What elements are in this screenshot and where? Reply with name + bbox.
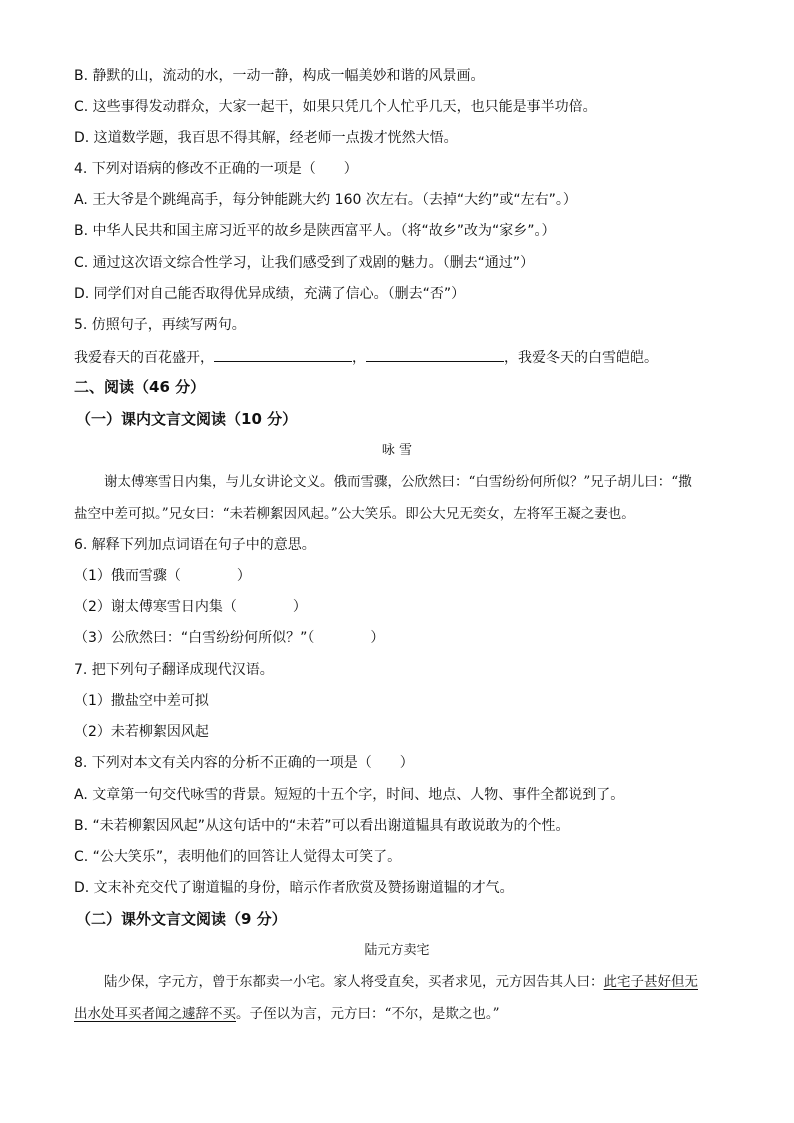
- question-5-prompt: [74, 346, 658, 368]
- option-d-text: D. 这道数学题，我百思不得其解，经老师一点拨才恍然大悟。: [74, 130, 458, 146]
- question-6-item-1: （1）俄而雪骤（ ）: [74, 568, 251, 584]
- question-6-item-2: （2）谢太傅寒雪日内集（ ）: [74, 599, 307, 615]
- passage-2-underlined-sentence-part-2: 出水处耳买者闻之遽辞不买: [74, 1006, 236, 1022]
- question-5-start: 我爱春天的百花盛开，: [74, 350, 214, 366]
- section-heading-reading: 二、阅读（46 分）: [74, 378, 206, 396]
- answer-blank-2[interactable]: [366, 346, 504, 362]
- passage-2-line-1-text: 陆少保，字元方，曾于东都卖一小宅。家人将受直矣，买者求见，元方因告其人曰：: [104, 974, 604, 990]
- passage-2-underlined-sentence-part-1: 此宅子甚好但无: [603, 974, 698, 990]
- question-8: 8. 下列对本文有关内容的分析不正确的一项是（ ）: [74, 755, 414, 771]
- question-8-option-a: A. 文章第一句交代咏雪的背景。短短的十五个字，时间、地点、人物、事件全都说到了。: [74, 787, 625, 803]
- passage-2-line-2: [74, 1004, 500, 1024]
- question-5-end: ，我爱冬天的白雪皑皑。: [504, 350, 658, 366]
- part-heading-extracurricular: （二）课外文言文阅读（9 分）: [76, 910, 287, 928]
- question-7-item-2: （2）未若柳絮因风起: [74, 724, 209, 740]
- passage-2-line-1: [104, 972, 698, 992]
- question-8-option-b: B. “未若柳絮因风起”从这句话中的“未若”可以看出谢道韫具有敢说敢为的个性。: [74, 818, 570, 834]
- passage-1-line-1: 谢太傅寒雪日内集，与儿女讲论文义。俄而雪骤，公欣然曰：“白雪纷纷何所似？”兄子胡儿曰：“撒: [104, 474, 692, 490]
- part-heading-in-class: （一）课内文言文阅读（10 分）: [76, 410, 298, 428]
- passage-2-line-2-text: 。子侄以为言，元方曰：“不尔，是欺之也。”: [236, 1006, 500, 1022]
- question-8-option-c: C. “公大笑乐”，表明他们的回答让人觉得太可笑了。: [74, 849, 402, 865]
- question-6: 6. 解释下列加点词语在句子中的意思。: [74, 537, 316, 553]
- question-7-item-1: （1）撒盐空中差可拟: [74, 693, 209, 709]
- question-4-option-a: A. 王大爷是个跳绳高手，每分钟能跳大约 160 次左右。（去掉“大约”或“左右”。）: [74, 192, 577, 208]
- question-4-option-d: D. 同学们对自己能否取得优异成绩，充满了信心。（删去“否”）: [74, 286, 466, 302]
- question-6-item-3: （3）公欣然曰：“白雪纷纷何所似？”（ ）: [74, 630, 385, 646]
- question-4: 4. 下列对语病的修改不正确的一项是（ ）: [74, 161, 358, 177]
- question-4-option-b: B. 中华人民共和国主席习近平的故乡是陕西富平人。（将“故乡”改为“家乡”。）: [74, 223, 556, 239]
- question-8-option-d: D. 文末补充交代了谢道韫的身份，暗示作者欣赏及赞扬谢道韫的才气。: [74, 880, 514, 896]
- option-b-text: B. 静默的山，流动的水，一动一静，构成一幅美妙和谐的风景画。: [74, 68, 485, 84]
- passage-2-title: 陆元方卖宅: [364, 943, 430, 958]
- passage-1-line-2: 盐空中差可拟。”兄女曰：“未若柳絮因风起。”公大笑乐。即公大兄无奕女，左将军王凝之妻也。: [74, 506, 635, 522]
- passage-1-title: 咏 雪: [381, 443, 413, 458]
- option-c-text: C. 这些事得发动群众，大家一起干，如果只凭几个人忙乎几天，也只能是事半功倍。: [74, 99, 597, 115]
- question-7: 7. 把下列句子翻译成现代汉语。: [74, 662, 274, 678]
- question-4-option-c: C. 通过这次语文综合性学习，让我们感受到了戏剧的魅力。（删去“通过”）: [74, 255, 535, 271]
- question-5-separator: ，: [352, 350, 366, 366]
- question-5: 5. 仿照句子，再续写两句。: [74, 317, 246, 333]
- answer-blank-1[interactable]: [214, 346, 352, 362]
